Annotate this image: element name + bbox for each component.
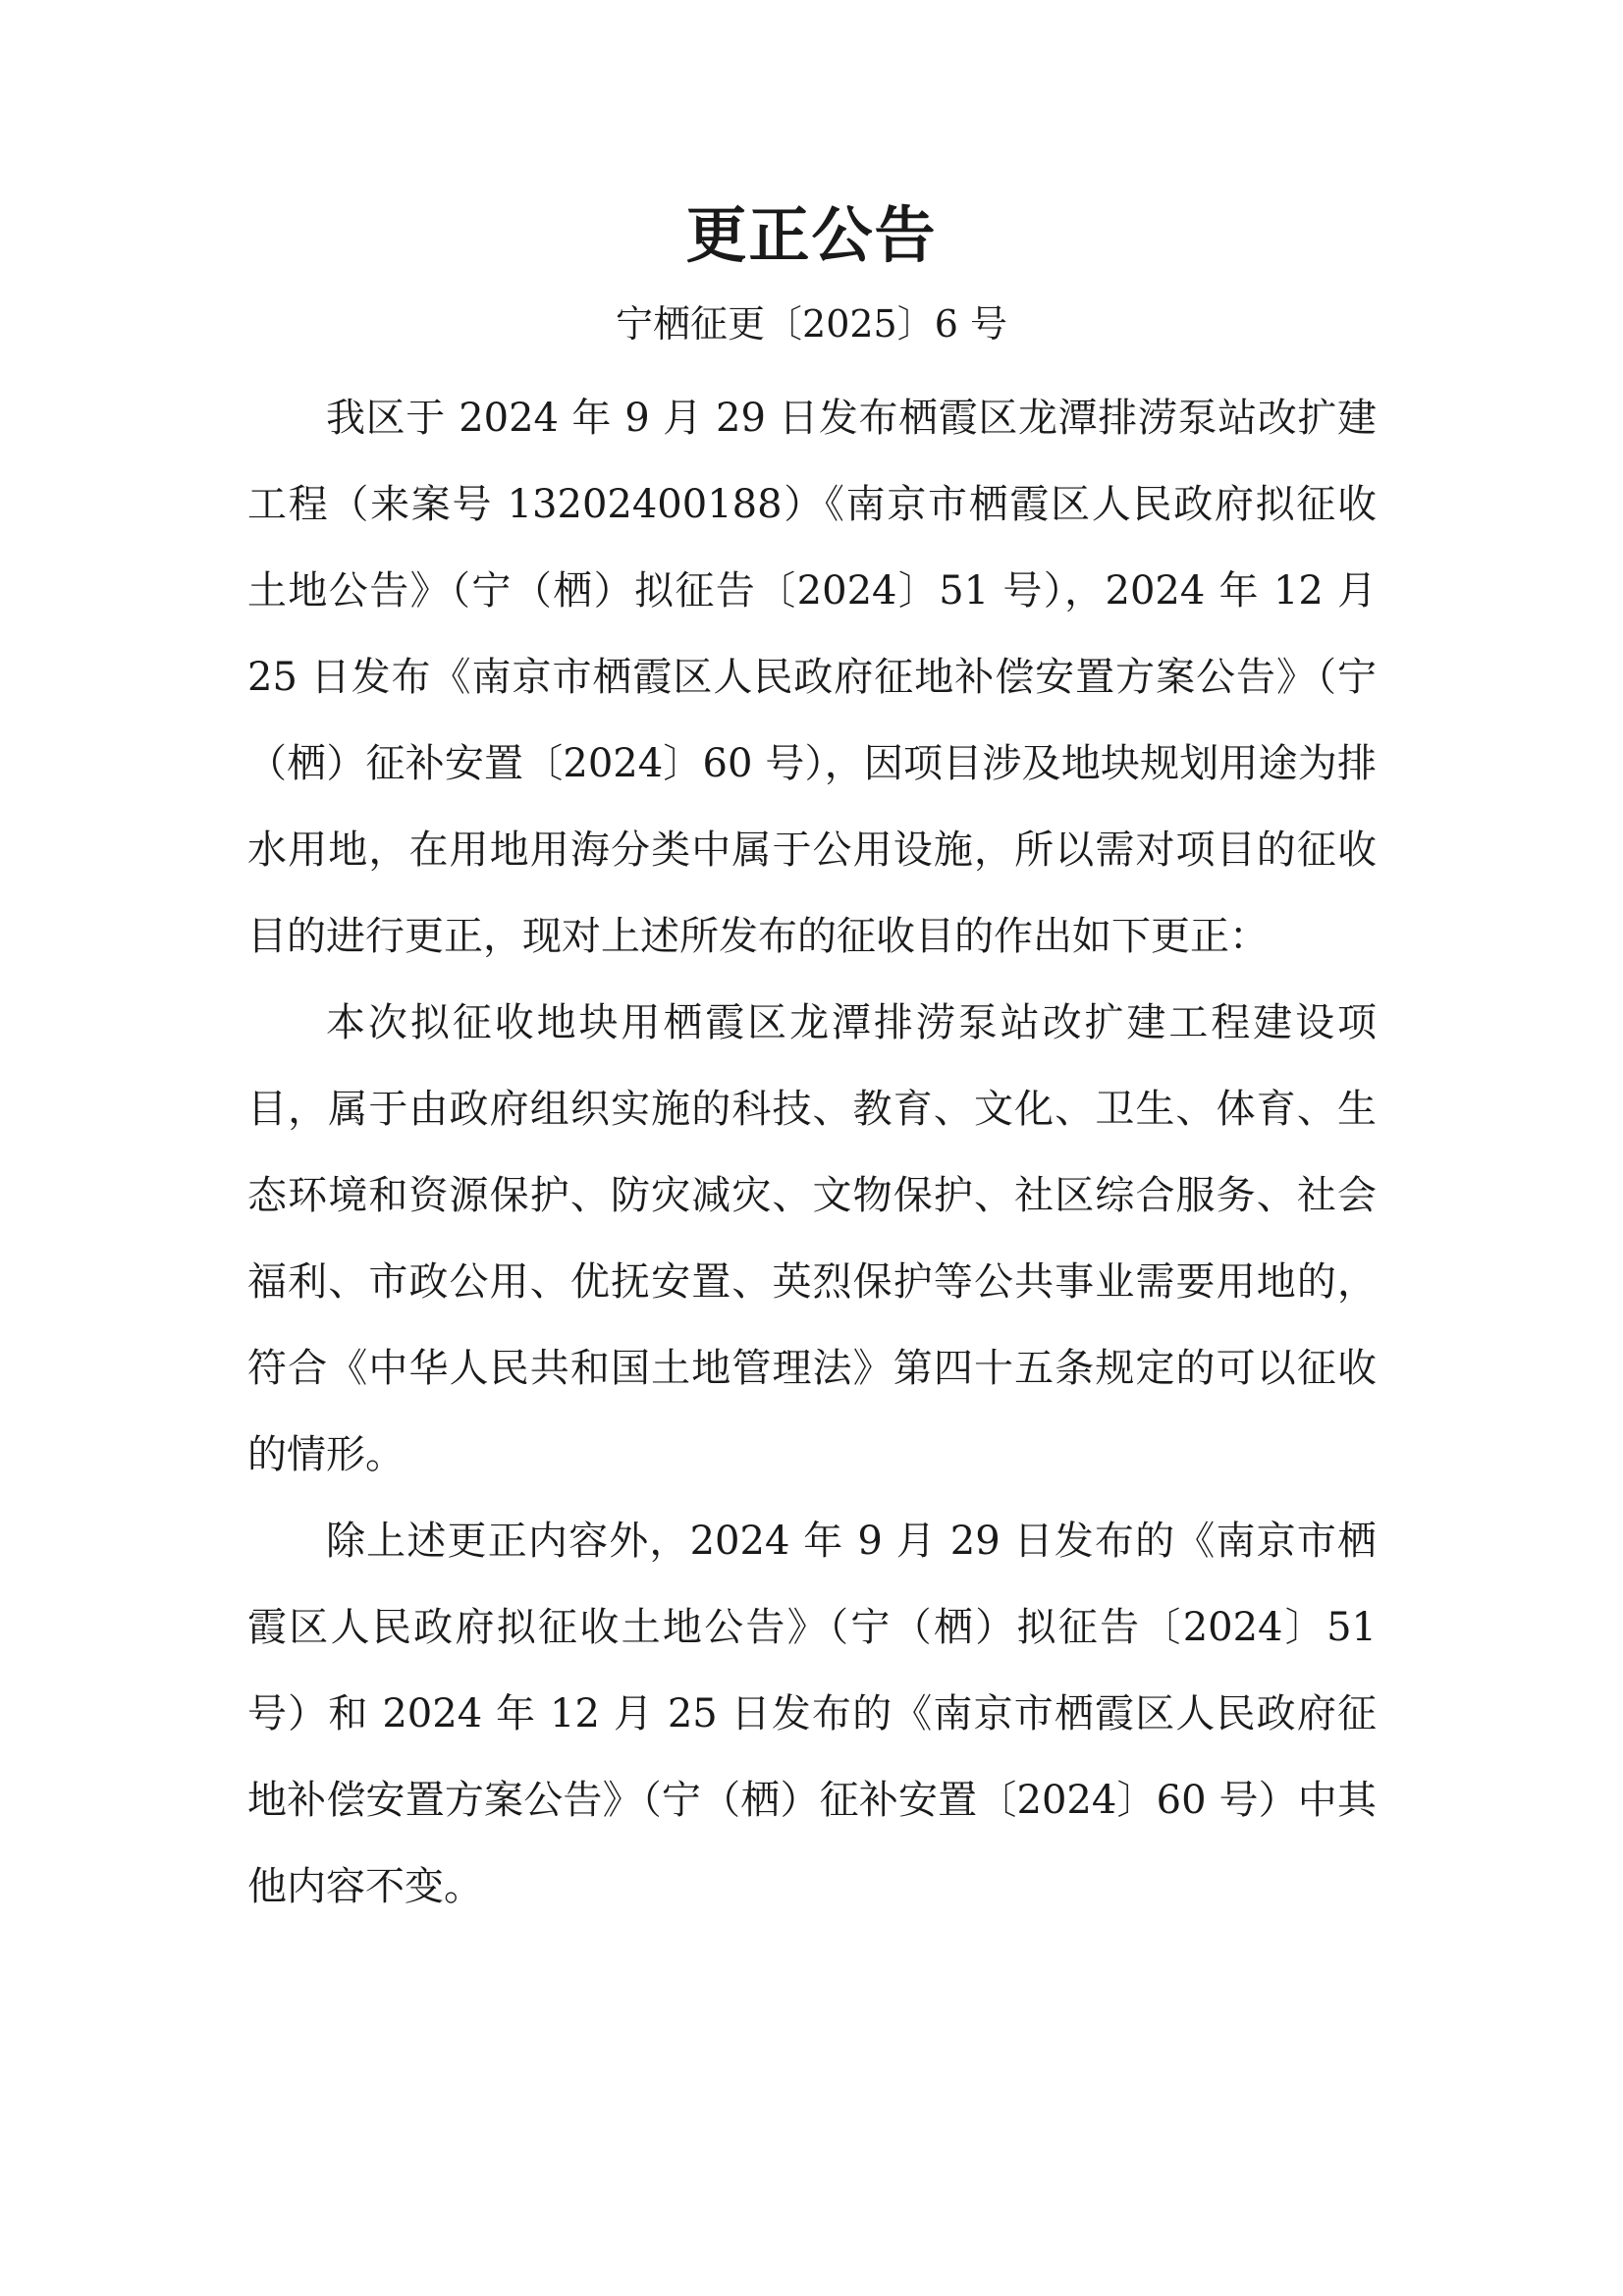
page-title: 更正公告 [685, 199, 938, 271]
paragraph-correction-content: 本次拟征收地块用栖霞区龙潭排涝泵站改扩建工程建设项目，属于由政府组织实施的科技、教育、文化、卫生、体育、生态环境和资源保护、防灾减灾、文物保护、社区综合服务、社会福利、市政公用、优抚安置、英烈保护等公共事业需要用地的，符合《中华人民共和国土地管理法》第四十五条规定的可以征收的情形。 [247, 1000, 1377, 1477]
paragraph-unchanged-content: 除上述更正内容外，2024 年 9 月 29 日发布的《南京市栖霞区人民政府拟征收土地公告》（宁（栖）拟征告〔2024〕51 号）和 2024 年 12 月 25 日发布的《南京市栖霞区人民政府征地补偿安置方案公告》（宁（栖）征补安置〔2024〕60 号）中其他内容不变。 [247, 1519, 1377, 1909]
paragraph-correction-reason: 我区于 2024 年 9 月 29 日发布栖霞区龙潭排涝泵站改扩建工程（来案号 13202400188）《南京市栖霞区人民政府拟征收土地公告》（宁（栖）拟征告〔2024〕51 号），2024 年 12 月 25 日发布《南京市栖霞区人民政府征地补偿安置方案公告》（宁（栖）征补安置〔2024〕60 号），因项目涉及地块规划用途为排水用地，在用地用海分类中属于公用设施，所以需对项目的征收目的进行更正，现对上述所发布的征收目的作出如下更正： [247, 396, 1377, 959]
document-body [247, 375, 1377, 1930]
document-number: 宁栖征更〔2025〕6 号 [616, 302, 1007, 346]
